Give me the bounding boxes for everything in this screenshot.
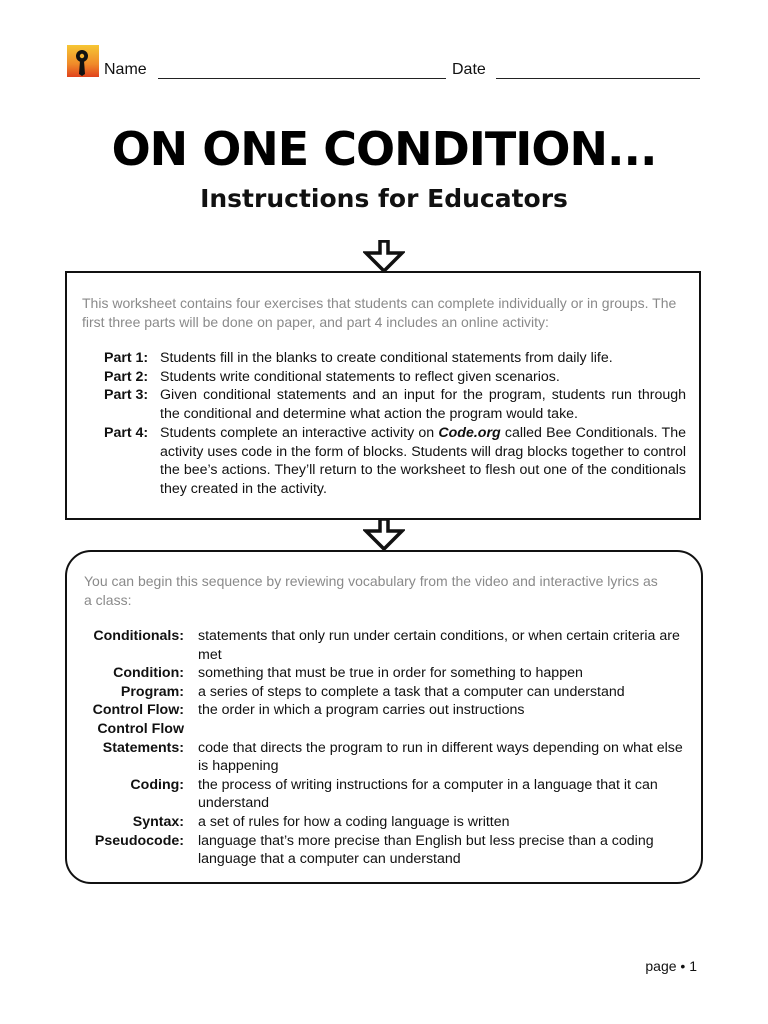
list-item (80, 701, 690, 720)
vocabulary-intro: You can begin this sequence by reviewing vocabulary from the video and interactive lyrics as a class: (84, 573, 658, 608)
list-item (80, 832, 690, 869)
list-item (80, 720, 690, 776)
vocabulary-definition: a set of rules for how a coding language is written (198, 813, 510, 830)
list-item (104, 368, 686, 387)
list-item (80, 776, 690, 813)
part-text-before: Students complete an interactive activity on (160, 424, 439, 441)
list-item (80, 683, 690, 702)
list-item (80, 664, 690, 683)
part-label: Part 3: (104, 387, 149, 404)
date-field[interactable] (496, 78, 700, 79)
part-description: Students fill in the blanks to create conditional statements from daily life. (160, 350, 613, 366)
vocabulary-term: Control Flow Statements: (97, 720, 184, 756)
vocabulary-term: Program: (120, 683, 184, 700)
vocabulary-definition: a series of steps to complete a task that a computer can understand (198, 683, 625, 700)
vocabulary-term: Control Flow: (92, 702, 184, 719)
down-arrow-icon (363, 518, 405, 552)
part-description: Given conditional statements and an input for the program, students run through the conditional and determine what action the program would take. (160, 387, 686, 423)
part-description (160, 424, 686, 499)
vocabulary-definition: code that directs the program to run in different ways depending on what else is happening (198, 739, 683, 775)
list-item (104, 386, 686, 423)
brand-logo (67, 45, 99, 77)
part-text-after: called Bee Conditionals. The activity uses code in the form of blocks. Students will drag blocks together to control the bee’s actions. They’ll return to the worksheet to flesh out one of the conditionals they created in the activity. (160, 424, 686, 497)
vocabulary-list (80, 627, 690, 869)
list-item (104, 424, 686, 499)
vocabulary-definition: something that must be true in order for something to happen (198, 665, 583, 682)
page-subtitle: Instructions for Educators (200, 184, 568, 213)
part-description: Students write conditional statements to reflect given scenarios. (160, 368, 560, 385)
name-label: Name (104, 61, 147, 78)
part-label: Part 4: (104, 424, 149, 441)
part-label: Part 1: (104, 350, 149, 366)
vocabulary-definition: statements that only run under certain conditions, or when certain criteria are met (198, 628, 680, 663)
name-field[interactable] (158, 78, 446, 79)
code-org-link[interactable]: Code.org (438, 424, 501, 441)
list-item (80, 627, 690, 664)
vocabulary-term: Condition: (113, 665, 184, 682)
page-number: page • 1 (645, 958, 697, 974)
down-arrow-icon (363, 240, 405, 274)
overview-intro: This worksheet contains four exercises that students can complete individually or in groups. The first three parts will be done on paper, and part 4 includes an online activity: (82, 295, 677, 330)
list-item (80, 813, 690, 832)
vocabulary-term: Coding: (130, 776, 184, 793)
vocabulary-definition: the order in which a program carries out instructions (198, 702, 525, 719)
vocabulary-term: Syntax: (132, 813, 184, 830)
vocabulary-term: Pseudocode: (94, 832, 184, 849)
list-item (104, 349, 686, 368)
date-label: Date (452, 61, 486, 78)
page-title: ON ONE CONDITION... (111, 122, 657, 176)
vocabulary-definition: the process of writing instructions for a computer in a language that it can understand (198, 776, 658, 812)
vocabulary-definition: language that’s more precise than English but less precise than a coding language that a computer can understand (198, 832, 654, 868)
vocabulary-term: Conditionals: (93, 628, 184, 644)
parts-list (104, 349, 686, 499)
part-label: Part 2: (104, 368, 149, 385)
